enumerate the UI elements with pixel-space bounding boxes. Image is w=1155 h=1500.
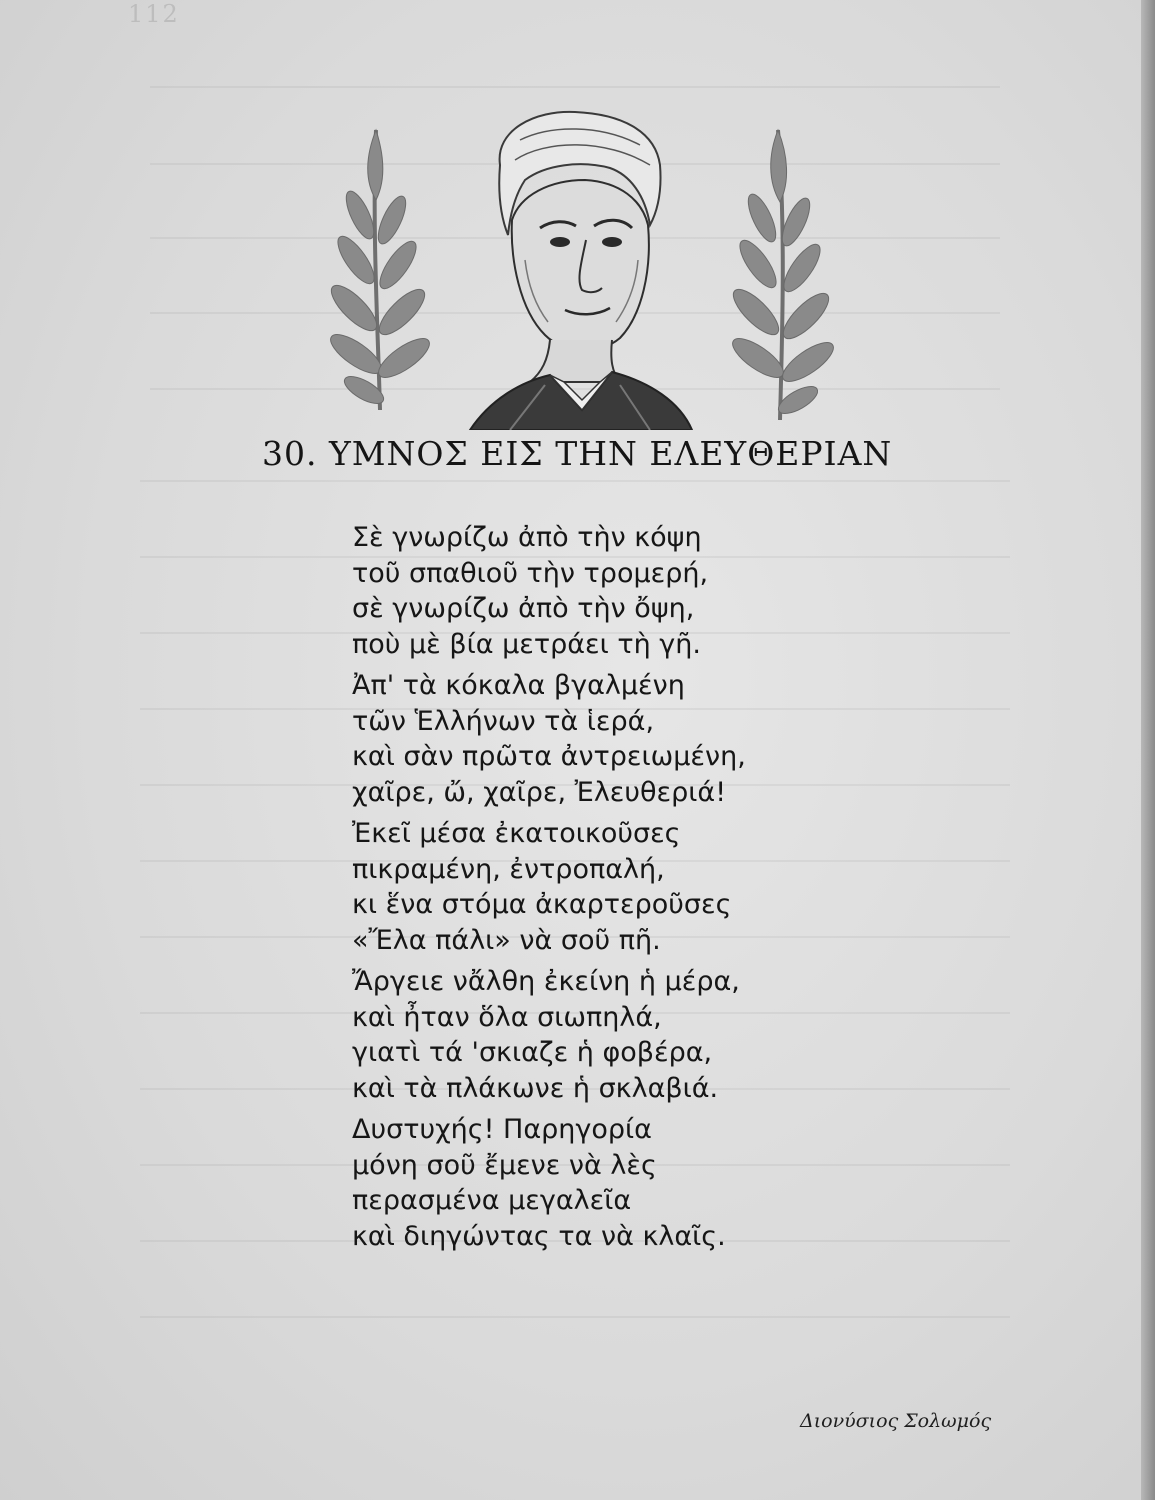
poem-line: καὶ διηγώντας τα νὰ κλαῖς.: [352, 1220, 726, 1252]
stanza: [352, 816, 912, 958]
stanza: [352, 520, 912, 662]
poem-line: Ἐκεῖ μέσα ἐκατοικοῦσες: [352, 818, 681, 849]
poem-line: κι ἕνα στόμα ἀκαρτεροῦσες: [352, 889, 732, 920]
page-edge-shadow: [1141, 0, 1155, 1500]
header-illustration: [320, 110, 840, 430]
poem-line: τῶν Ἑλλήνων τὰ ἱερά,: [352, 705, 655, 737]
stanza: [352, 668, 912, 810]
laurel-branch-icon: [325, 130, 435, 410]
laurel-branch-icon: [727, 130, 839, 420]
poem-title: 30. ΥΜΝΟΣ ΕΙΣ ΤΗΝ ΕΛΕΥΘΕΡΙΑΝ: [262, 434, 893, 473]
poem-line: Δυστυχής! Παρηγορία: [352, 1114, 652, 1145]
poem-line: μόνη σοῦ ἔμενε νὰ λὲς: [352, 1149, 657, 1181]
poem-line: καὶ τὰ πλάκωνε ἡ σκλαβιά.: [352, 1072, 719, 1104]
poem-line: Ἀπ' τὰ κόκαλα βγαλμένη: [352, 670, 685, 701]
author-signature: Διονύσιος Σολωμός: [800, 1410, 992, 1432]
poem-line: καὶ ἦταν ὅλα σιωπηλά,: [352, 1001, 662, 1033]
poem-line: τοῦ σπαθιοῦ τὴν τρομερή,: [352, 557, 709, 589]
poem-line: ποὺ μὲ βία μετράει τὴ γῆ.: [352, 628, 701, 660]
bleed-through-line: [140, 1316, 1010, 1318]
poem-line: γιατὶ τά 'σκιαζε ἡ φοβέρα,: [352, 1037, 713, 1068]
bleed-through-line: [150, 86, 1000, 88]
poem-line: Σὲ γνωρίζω ἀπὸ τὴν κόψη: [352, 522, 702, 553]
poem-line: πικραμένη, ἐντροπαλή,: [352, 853, 665, 885]
stanza: [352, 1112, 912, 1254]
poem-line: καὶ σὰν πρῶτα ἀντρειωμένη,: [352, 741, 746, 772]
poem-line: «Ἔλα πάλι» νὰ σοῦ πῆ.: [352, 924, 661, 956]
poem-line: περασμένα μεγαλεῖα: [352, 1185, 632, 1216]
poem-line: σὲ γνωρίζω ἀπὸ τὴν ὄψη,: [352, 593, 695, 624]
poem-body: [352, 520, 912, 1260]
page-number: 112: [128, 0, 180, 28]
bleed-through-line: [140, 480, 1010, 482]
poem-line: χαῖρε, ὤ, χαῖρε, Ἐλευθεριά!: [352, 776, 727, 808]
poet-portrait-icon: [470, 112, 692, 430]
poem-line: Ἄργειε νἄλθη ἐκείνη ἡ μέρα,: [352, 966, 740, 997]
stanza: [352, 964, 912, 1106]
